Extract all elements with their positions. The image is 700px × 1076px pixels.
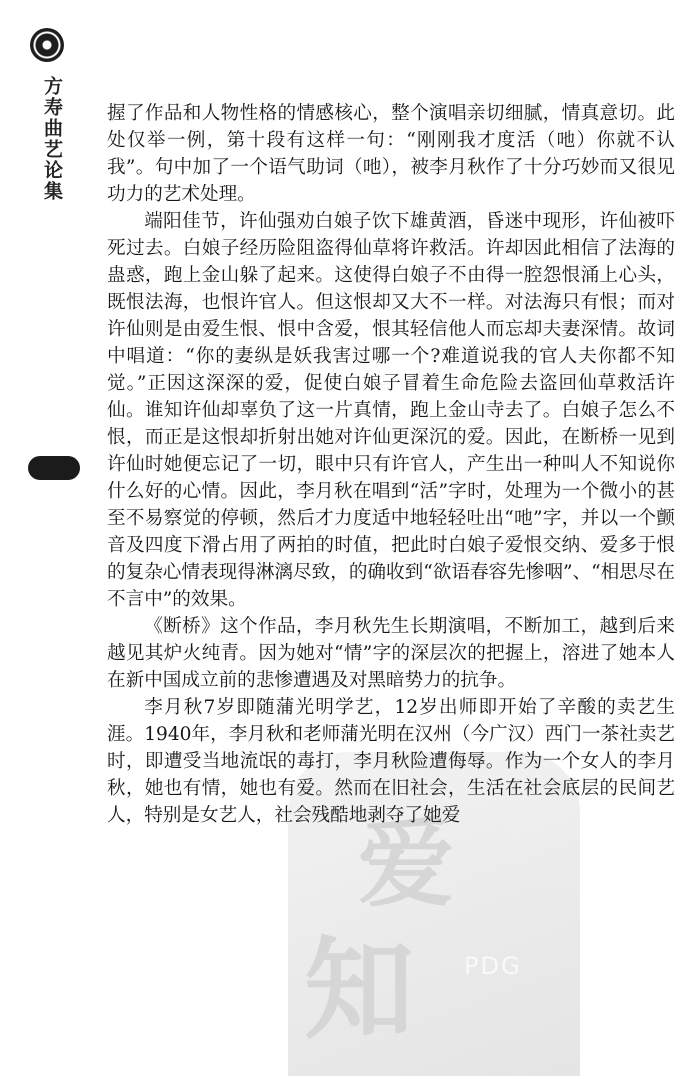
body-paragraph: 《断桥》这个作品，李月秋先生长期演唱，不断加工，越到后来越见其炉火纯青。因为她对“情”字的深层次的把握上，溶进了她本人在新中国成立前的悲惨遭遇及对黑暗势力的抗争。 (107, 616, 675, 691)
running-book-title: 方寿曲艺论集 (41, 76, 63, 202)
page-body (107, 100, 675, 829)
body-paragraph: 李月秋7岁即随蒲光明学艺，12岁出师即开始了辛酸的卖艺生涯。1940年，李月秋和老师蒲光明在汉州（今广汉）西门一茶社卖艺时，即遭受当地流氓的毒打，李月秋险遭侮辱。作为一个女人的李月秋，她也有情，她也有爱。然而在旧社会，生活在社会底层的民间艺人，特别是女艺人，社会残酷地剥夺了她爱 (107, 697, 675, 826)
round-ornament-icon (30, 28, 64, 62)
watermark-label: PDG (464, 952, 522, 980)
body-paragraph: 握了作品和人物性格的情感核心，整个演唱亲切细腻，情真意切。此处仅举一例，第十段有这样一句：“刚刚我才度活（吔）你就不认我”。句中加了一个语气助词（吔），被李月秋作了十分巧妙而又很见功力的艺术处理。 (107, 103, 675, 205)
watermark-glyph: 知 (304, 925, 414, 1054)
watermark-glyph: 爱 (358, 807, 454, 920)
chapter-tab-icon (28, 456, 80, 480)
body-paragraph: 端阳佳节，许仙强劝白娘子饮下雄黄酒，昏迷中现形，许仙被吓死过去。白娘子经历险阻盗得仙草将许救活。许却因此相信了法海的蛊惑，跑上金山躲了起来。这使得白娘子不由得一腔怨恨涌上心头，既恨法海，也恨许官人。但这恨却又大不一样。对法海只有恨；而对许仙则是由爱生恨、恨中含爱，恨其轻信他人而忘却夫妻深情。故词中唱道：“你的妻纵是妖我害过哪一个?难道说我的官人夫你都不知觉。”正因这深深的爱，促使白娘子冒着生命危险去盗回仙草救活许仙。谁知许仙却辜负了这一片真情，跑上金山寺去了。白娘子怎么不恨，而正是这恨却折射出她对许仙更深沉的爱。因此，在断桥一见到许仙时她便忘记了一切，眼中只有许官人，产生出一种叫人不知说你什么好的心情。因此，李月秋在唱到“活”字时，处理为一个微小的甚至不易察觉的停顿，然后才力度适中地轻轻吐出“吔”字，并以一个颤音及四度下滑占用了两拍的时值，把此时白娘子爱恨交纳、爱多于恨的复杂心情表现得淋漓尽致，的确收到“欲语春容先惨咽”、“相思尽在不言中”的效果。 (107, 211, 675, 610)
